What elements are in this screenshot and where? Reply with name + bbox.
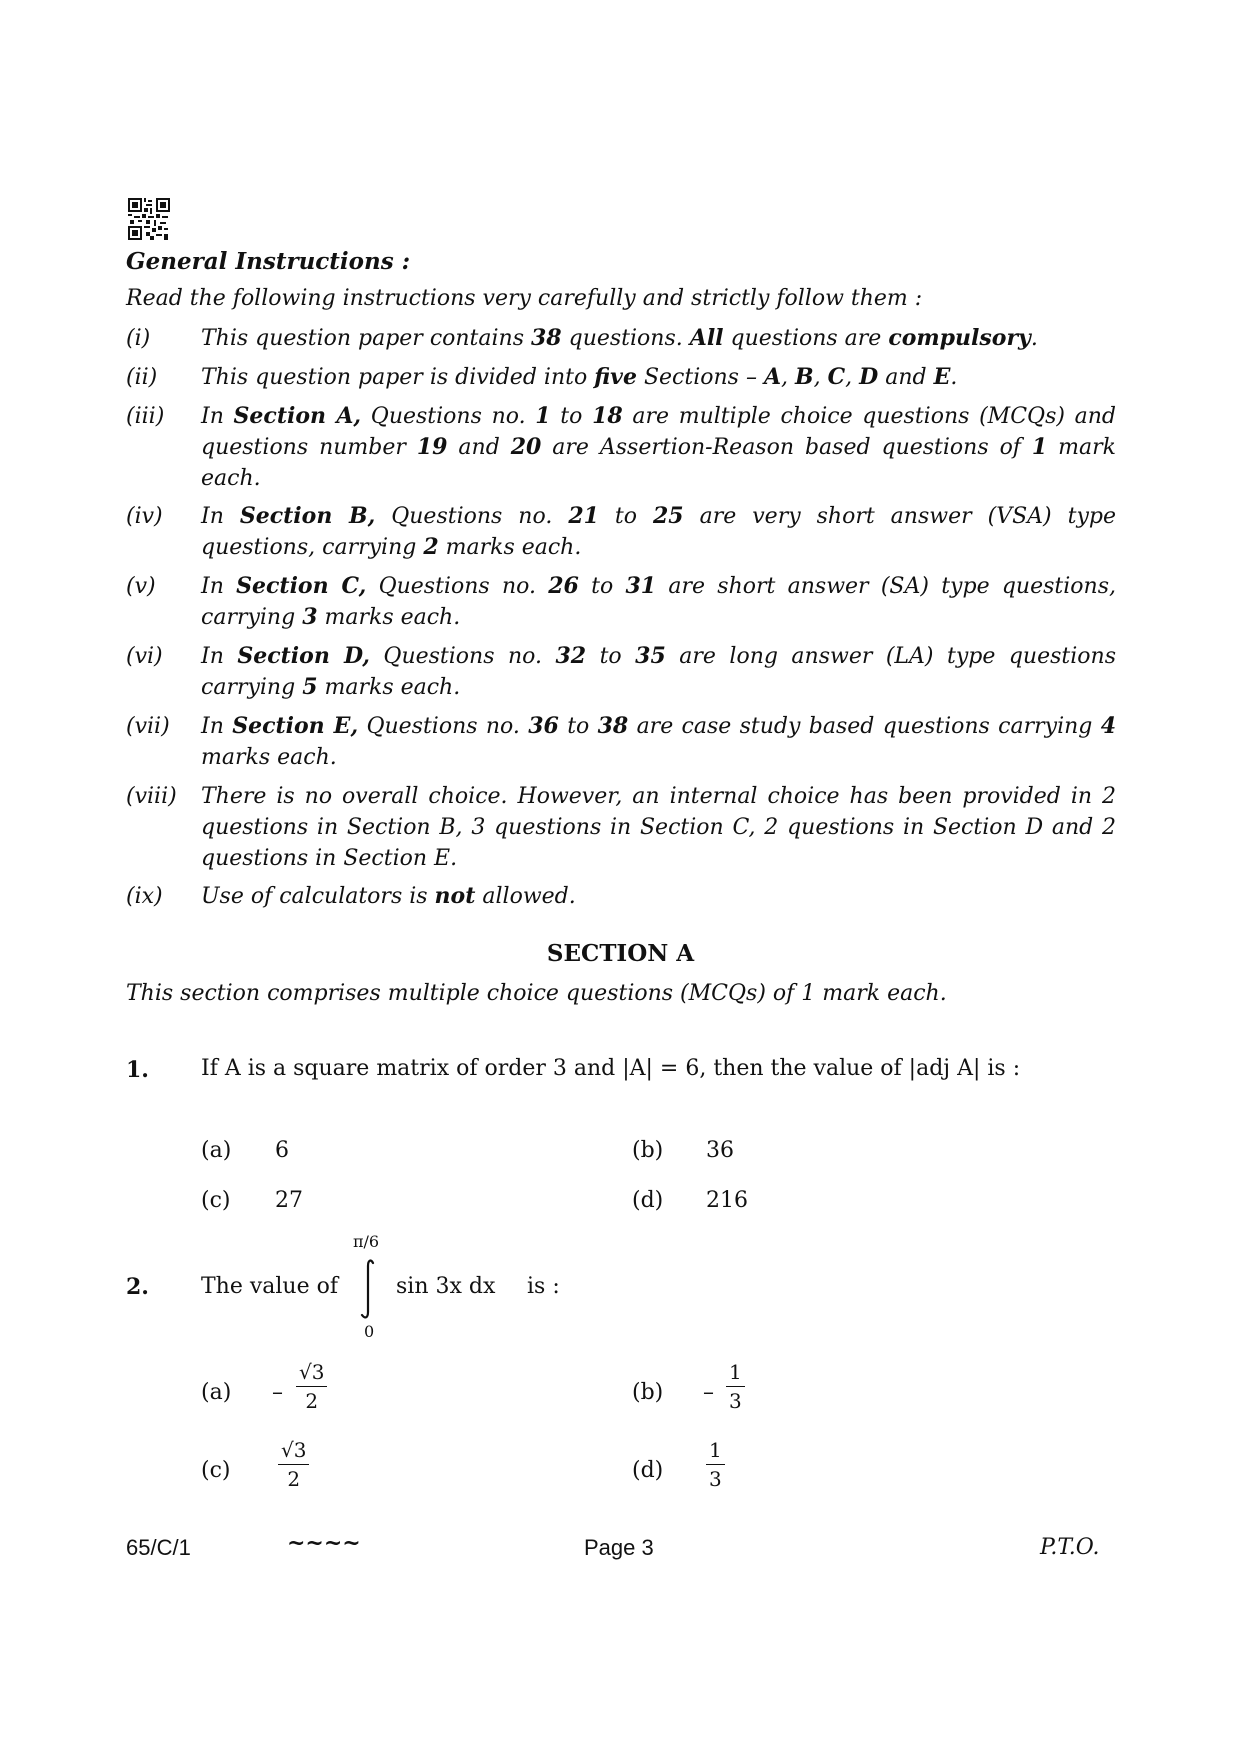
instruction-number: (ix) [126,884,163,909]
pto-label: P.T.O. [1040,1535,1100,1560]
instruction-item [126,501,1116,563]
instruction-item [126,711,1116,773]
instruction-text: In Section B, Questions no. 21 to 25 are very short answer (VSA) type questions, carrying 2 marks each. [201,503,1116,560]
fraction-denominator: 2 [305,1389,319,1413]
wave-decoration: ~~~~ [287,1530,361,1556]
lower-limit: 0 [364,1322,375,1341]
instruction-text: There is no overall choice. However, an internal choice has been provided in 2 questions in Section B, 3 questions in Section C, 2 questions in Section D and 2 questions in Section E. [201,784,1116,871]
instruction-item [126,781,1116,874]
option-fraction [296,1358,327,1415]
section-title: SECTION A [546,940,695,967]
page-number: Page 3 [584,1535,654,1560]
option-sign: – [272,1380,283,1405]
integrand: sin 3x dx [396,1274,496,1299]
option-label: (d) [632,1458,664,1483]
option-value: 6 [275,1138,289,1163]
option-fraction [726,1358,745,1415]
general-instructions-heading: General Instructions : [126,248,411,275]
option-sign: – [703,1380,714,1405]
fraction-numerator: 1 [726,1358,745,1387]
paper-code: 65/C/1 [126,1535,191,1560]
option-label: (d) [632,1188,664,1213]
upper-limit: π/6 [353,1232,380,1251]
section-description: This section comprises multiple choice questions (MCQs) of 1 mark each. [126,981,947,1006]
instruction-text: In Section C, Questions no. 26 to 31 are short answer (SA) type questions, carrying 3 marks each. [201,573,1116,630]
instruction-item [126,641,1116,703]
instruction-item [126,362,1116,393]
fraction-numerator: √3 [296,1358,327,1387]
fraction-denominator: 3 [709,1467,722,1491]
integral-icon [358,1258,378,1320]
instruction-number: (vi) [126,644,163,669]
question-number: 1. [126,1057,149,1083]
question-suffix: is : [527,1274,560,1299]
instruction-text: Use of calculators is not allowed. [201,883,576,909]
instruction-item [126,323,1116,354]
instruction-number: (i) [126,326,151,351]
option-value: 216 [706,1188,748,1213]
fraction-denominator: 2 [287,1467,301,1491]
instruction-number: (iv) [126,504,163,529]
instruction-text: In Section A, Questions no. 1 to 18 are multiple choice questions (MCQs) and questions number 19 and 20 are Assertion-Reason based questions of 1 mark each. [201,403,1117,491]
instruction-text: This question paper contains 38 questions. All questions are compulsory. [201,325,1038,351]
option-label: (a) [201,1380,232,1405]
option-value: 36 [706,1138,734,1163]
option-fraction [706,1436,725,1493]
option-label: (b) [632,1380,664,1405]
instruction-text: This question paper is divided into five Sections – A, B, C, D and E. [201,364,958,390]
instruction-number: (viii) [126,784,177,809]
option-label: (b) [632,1138,664,1163]
fraction-denominator: 3 [729,1389,742,1413]
instructions-intro: Read the following instructions very carefully and strictly follow them : [126,286,923,311]
instruction-text: In Section E, Questions no. 36 to 38 are case study based questions carrying 4 marks each. [201,713,1116,770]
instruction-item [126,881,1116,912]
option-label: (c) [201,1188,231,1213]
option-label: (a) [201,1138,232,1163]
instruction-number: (vii) [126,714,170,739]
instruction-item [126,571,1116,633]
instruction-number: (iii) [126,404,165,429]
instruction-item [126,401,1116,494]
qr-code-icon [128,198,170,240]
fraction-numerator: 1 [706,1436,725,1465]
option-value: 27 [275,1188,303,1213]
question-prefix: The value of [201,1274,339,1299]
instruction-number: (ii) [126,365,158,390]
option-fraction [278,1436,309,1493]
instruction-number: (v) [126,574,156,599]
question-text: If A is a square matrix of order 3 and |A| = 6, then the value of |adj A| is : [201,1056,1021,1081]
question-number: 2. [126,1274,149,1300]
fraction-numerator: √3 [278,1436,309,1465]
instruction-text: In Section D, Questions no. 32 to 35 are long answer (LA) type questions carrying 5 marks each. [201,643,1116,700]
option-label: (c) [201,1458,231,1483]
